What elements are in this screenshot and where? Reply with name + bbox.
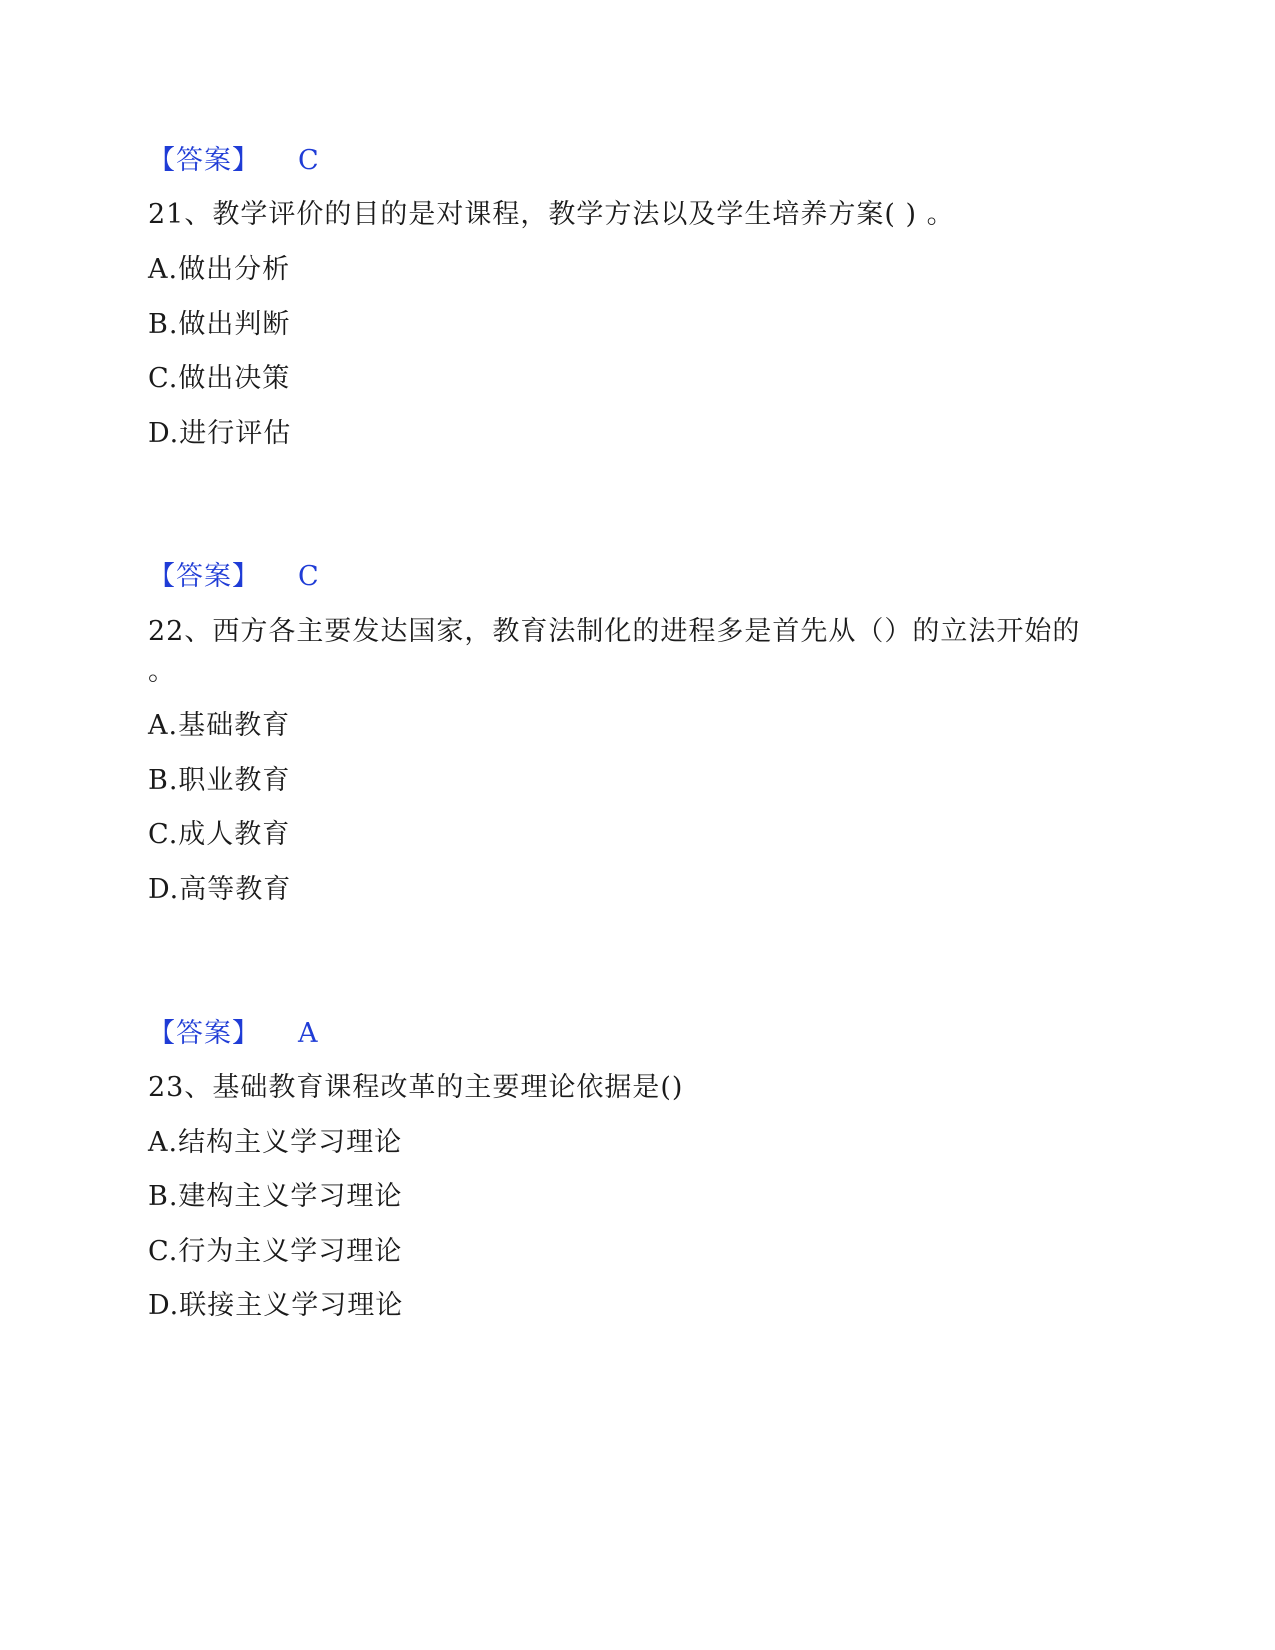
answer-label: 【答案】 [148, 1018, 260, 1049]
answer-label: 【答案】 [148, 561, 260, 592]
question-text: 22、西方各主要发达国家，教育法制化的进程多是首先从（）的立法开始的 [148, 616, 1081, 647]
option-a: A.结构主义学习理论 [148, 1127, 403, 1158]
question-text: 23、基础教育课程改革的主要理论依据是() [148, 1072, 684, 1103]
question-text: 21、教学评价的目的是对课程，教学方法以及学生培养方案( ) 。 [148, 199, 955, 230]
answer-value: C [298, 561, 320, 592]
answer-line [148, 1017, 319, 1051]
answer-line [148, 560, 320, 594]
option-a: A.做出分析 [148, 254, 291, 285]
option-d: D.联接主义学习理论 [148, 1290, 404, 1321]
option-c: C.成人教育 [148, 819, 291, 850]
answer-value: C [298, 145, 320, 176]
option-b: B.职业教育 [148, 765, 291, 796]
option-c: C.做出决策 [148, 363, 291, 394]
answer-label: 【答案】 [148, 145, 260, 176]
option-c: C.行为主义学习理论 [148, 1236, 403, 1267]
option-b: B.建构主义学习理论 [148, 1181, 403, 1212]
question-text-continuation: 。 [148, 656, 176, 687]
option-d: D.进行评估 [148, 418, 292, 449]
answer-line [148, 144, 320, 178]
option-b: B.做出判断 [148, 309, 291, 340]
option-d: D.高等教育 [148, 874, 292, 905]
answer-value: A [298, 1018, 319, 1049]
option-a: A.基础教育 [148, 710, 291, 741]
